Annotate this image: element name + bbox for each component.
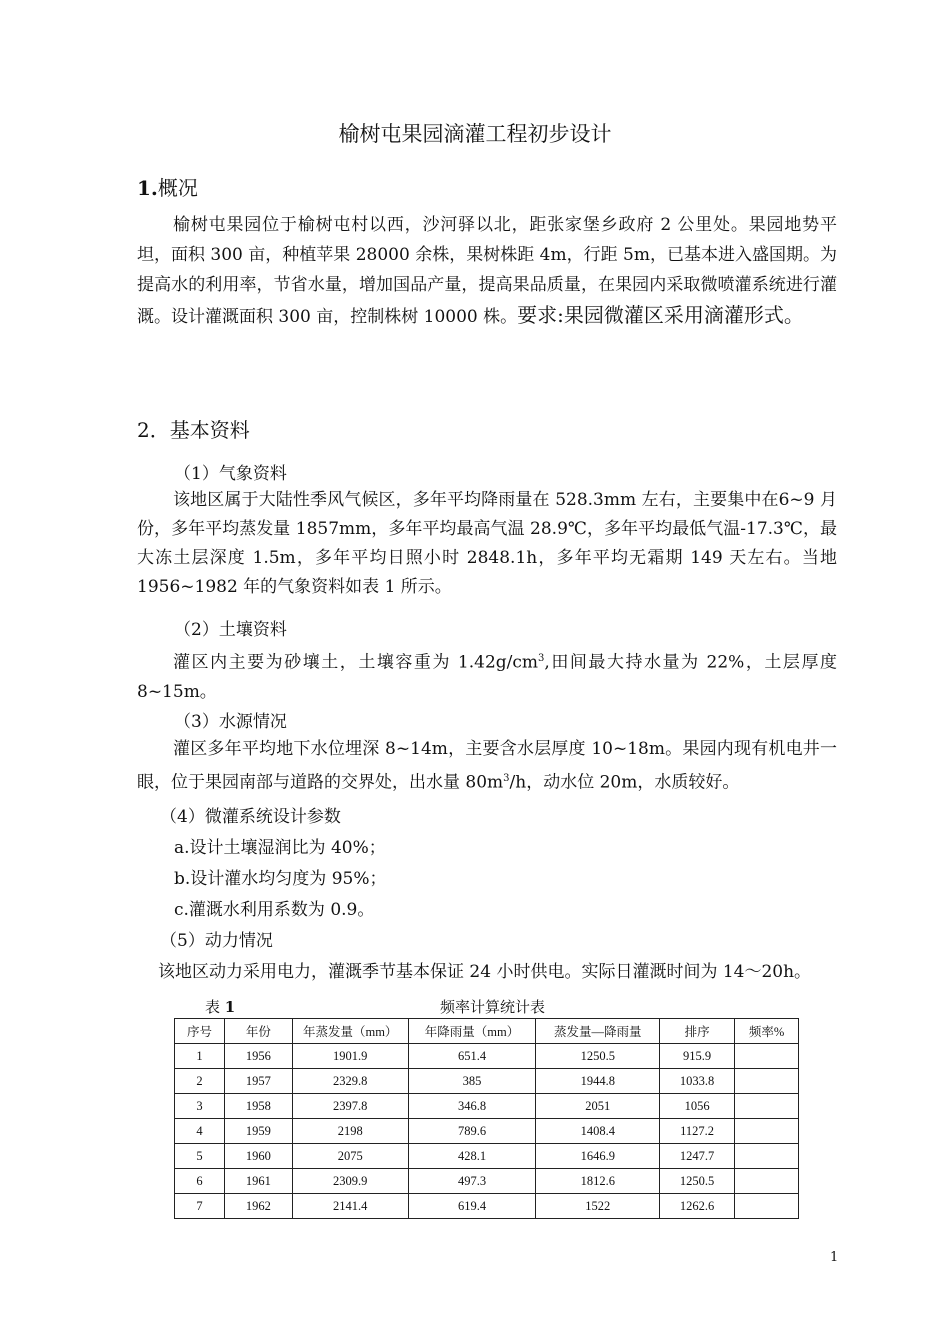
table-cell: 4 [175, 1119, 225, 1144]
table-header: 年份 [224, 1019, 292, 1044]
table-cell: 1250.5 [536, 1044, 660, 1069]
param-b: b.设计灌水均匀度为 95%； [174, 869, 387, 889]
weather-label: （1）气象资料 [174, 464, 287, 484]
table-cell: 2 [175, 1069, 225, 1094]
table-cell: 428.1 [408, 1144, 536, 1169]
table-cell: 1 [175, 1044, 225, 1069]
table-cell: 1960 [224, 1144, 292, 1169]
section2-heading: 2．基本资料 [137, 418, 250, 442]
table-cell: 497.3 [408, 1169, 536, 1194]
table-cell: 2198 [292, 1119, 408, 1144]
table-cell: 3 [175, 1094, 225, 1119]
table-caption: 频率计算统计表 [440, 998, 546, 1016]
table-header: 年降雨量（mm） [408, 1019, 536, 1044]
table-cell [735, 1119, 799, 1144]
table-label: 表 1 [205, 998, 236, 1016]
table-cell: 1901.9 [292, 1044, 408, 1069]
table-cell: 1959 [224, 1119, 292, 1144]
table-header: 蒸发量—降雨量 [536, 1019, 660, 1044]
table-cell: 2309.9 [292, 1169, 408, 1194]
table-cell [735, 1044, 799, 1069]
param-a: a.设计土壤湿润比为 40%； [174, 838, 386, 858]
table-cell: 1262.6 [660, 1194, 735, 1219]
table-cell: 1127.2 [660, 1119, 735, 1144]
weather-paragraph: 该地区属于大陆性季风气候区，多年平均降雨量在 528.3mm 左右，主要集中在6~9 月份，多年平均蒸发量 1857mm，多年平均最高气温 28.9℃，多年平均最低气温-17.3℃，最大冻土层深度 1.5m，多年平均日照小时 2848.1h，多年平均无霜期 149 天左右。当地 1956~1982 年的气象资料如表 1 所示。 [137, 490, 837, 597]
table-cell [735, 1094, 799, 1119]
table-cell: 1033.8 [660, 1069, 735, 1094]
table-cell: 1956 [224, 1044, 292, 1069]
table-row [175, 1069, 799, 1094]
table-cell: 1408.4 [536, 1119, 660, 1144]
table-cell: 1961 [224, 1169, 292, 1194]
table-row [175, 1144, 799, 1169]
table-cell: 1056 [660, 1094, 735, 1119]
table-header: 排序 [660, 1019, 735, 1044]
frequency-table [174, 1018, 799, 1219]
table-cell: 2141.4 [292, 1194, 408, 1219]
table-cell: 5 [175, 1144, 225, 1169]
power-label: （5）动力情况 [160, 931, 273, 951]
requirement-text: 要求:果园微灌区采用滴灌形式。 [517, 303, 804, 327]
table-cell: 346.8 [408, 1094, 536, 1119]
page-title: 榆树屯果园滴灌工程初步设计 [338, 122, 612, 146]
table-cell: 619.4 [408, 1194, 536, 1219]
table-cell: 1958 [224, 1094, 292, 1119]
table-cell [735, 1194, 799, 1219]
table-row [175, 1194, 799, 1219]
section1-paragraph: 榆树屯果园位于榆树屯村以西，沙河驿以北，距张家堡乡政府 2 公里处。果园地势平坦，面积 300 亩，种植苹果 28000 余株，果树株距 4m，行距 5m，已基本进入盛国期。为提高水的利用率，节省水量，增加国品产量，提高果品质量，在果园内采取微喷灌系统进行灌溉。设计灌溉面积 300 亩，控制株树 10000 株。要求:果园微灌区采用滴灌形式。 [137, 215, 837, 327]
table-row [175, 1169, 799, 1194]
table-cell: 1646.9 [536, 1144, 660, 1169]
table-cell: 915.9 [660, 1044, 735, 1069]
page-number: 1 [830, 1250, 839, 1265]
table-header: 序号 [175, 1019, 225, 1044]
param-c: c.灌溉水利用系数为 0.9。 [174, 900, 375, 920]
table-header-row [175, 1019, 799, 1044]
soil-label: （2）土壤资料 [174, 620, 287, 640]
table-cell: 1522 [536, 1194, 660, 1219]
table-cell: 1962 [224, 1194, 292, 1219]
table-cell: 7 [175, 1194, 225, 1219]
table-cell: 2397.8 [292, 1094, 408, 1119]
table-header: 年蒸发量（mm） [292, 1019, 408, 1044]
table-cell: 789.6 [408, 1119, 536, 1144]
table-cell: 1250.5 [660, 1169, 735, 1194]
table-cell: 651.4 [408, 1044, 536, 1069]
power-text: 该地区动力采用电力，灌溉季节基本保证 24 小时供电。实际日灌溉时间为 14～20h。 [158, 962, 812, 982]
table-row [175, 1119, 799, 1144]
table-header: 频率% [735, 1019, 799, 1044]
table-cell [735, 1144, 799, 1169]
table-cell: 1812.6 [536, 1169, 660, 1194]
table-row [175, 1094, 799, 1119]
soil-paragraph: 灌区内主要为砂壤土，土壤容重为 $1.42g/cm^3$,田间最大持水量为 22%，土层厚度8~15m。 [137, 652, 837, 702]
water-paragraph: 灌区多年平均地下水位埋深 8~14m，主要含水层厚度 10~18m。果园内现有机电井一眼，位于果园南部与道路的交界处，出水量 $80m^3/h$，动水位 20m，水质较好。 [137, 739, 837, 793]
table-cell: 2075 [292, 1144, 408, 1169]
table-cell: 1957 [224, 1069, 292, 1094]
table-cell [735, 1069, 799, 1094]
table-cell: 1944.8 [536, 1069, 660, 1094]
section1-heading: 1.概况 [137, 176, 198, 200]
water-label: （3）水源情况 [174, 712, 287, 732]
table-cell: 2051 [536, 1094, 660, 1119]
table-row [175, 1044, 799, 1069]
table-cell [735, 1169, 799, 1194]
table-cell: 6 [175, 1169, 225, 1194]
table-cell: 1247.7 [660, 1144, 735, 1169]
table-cell: 2329.8 [292, 1069, 408, 1094]
table-cell: 385 [408, 1069, 536, 1094]
params-label: （4）微灌系统设计参数 [160, 807, 341, 827]
